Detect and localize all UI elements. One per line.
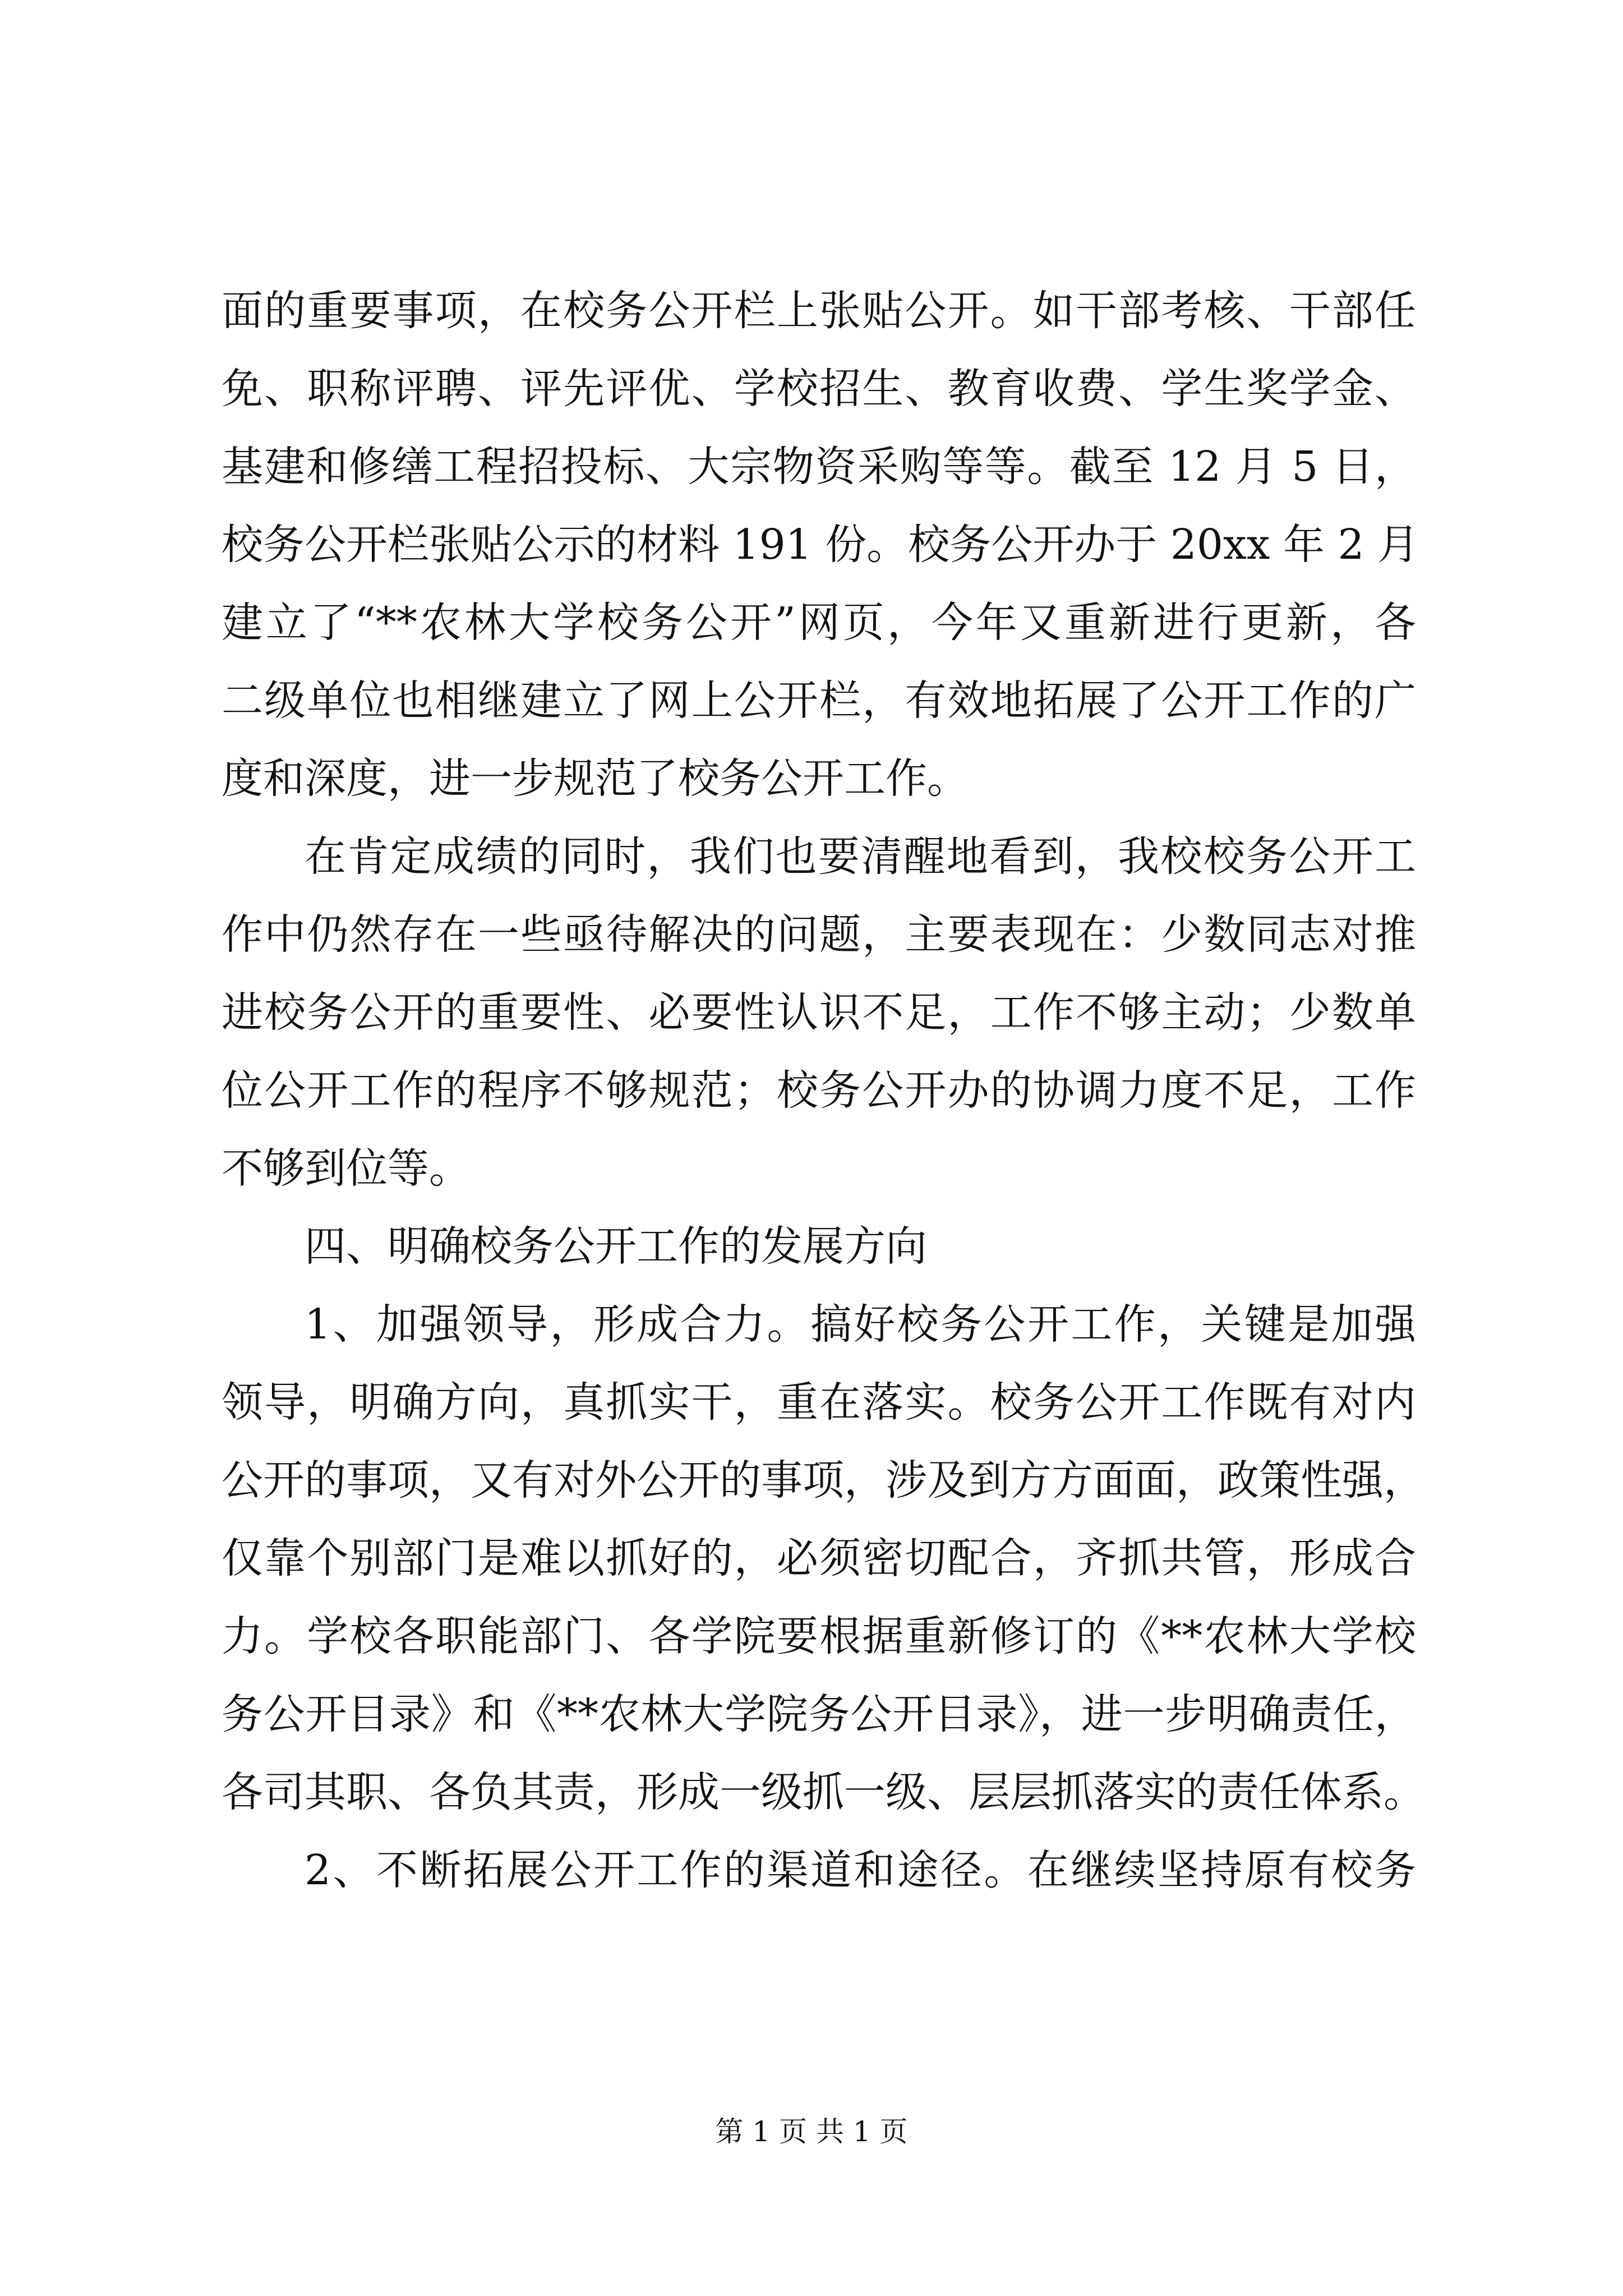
text-line: 建立了“**农林大学校务公开”网页，今年又重新进行更新，各 xyxy=(222,599,1416,647)
text-line: 位公开工作的程序不够规范；校务公开办的协调力度不足，工作 xyxy=(222,1066,1416,1115)
paragraph-first-line: 2、不断拓展公开工作的渠道和途径。在继续坚持原有校务 xyxy=(305,1846,1416,1894)
text-line: 面的重要事项，在校务公开栏上张贴公开。如干部考核、干部任 xyxy=(222,287,1416,335)
paragraph-first-line: 1、加强领导，形成合力。搞好校务公开工作，关键是加强 xyxy=(305,1300,1416,1349)
page-number-label: 第 1 页 共 1 页 xyxy=(715,2115,908,2148)
paragraph-first-line: 在肯定成绩的同时，我们也要清醒地看到，我校校务公开工 xyxy=(305,832,1416,881)
text-line: 基建和修缮工程招投标、大宗物资采购等等。截至 12 月 5 日， xyxy=(222,443,1416,491)
text-line: 进校务公开的重要性、必要性认识不足，工作不够主动；少数单 xyxy=(222,988,1416,1037)
page-footer xyxy=(0,2109,1623,2150)
text-line: 各司其职、各负其责，形成一级抓一级、层层抓落实的责任体系。 xyxy=(222,1768,1425,1816)
body-text xyxy=(222,272,1425,1910)
text-line: 作中仍然存在一些亟待解决的问题，主要表现在：少数同志对推 xyxy=(222,910,1416,959)
text-line: 力。学校各职能部门、各学院要根据重新修订的《**农林大学校 xyxy=(222,1612,1416,1660)
text-line: 领导，明确方向，真抓实干，重在落实。校务公开工作既有对内 xyxy=(222,1378,1416,1427)
text-line: 二级单位也相继建立了网上公开栏，有效地拓展了公开工作的广 xyxy=(222,677,1416,725)
text-line: 校务公开栏张贴公示的材料 191 份。校务公开办于 20xx 年 2 月 xyxy=(222,521,1419,569)
text-line: 度和深度，进一步规范了校务公开工作。 xyxy=(222,754,969,803)
text-line: 不够到位等。 xyxy=(222,1144,471,1193)
text-line: 仅靠个别部门是难以抓好的，必须密切配合，齐抓共管，形成合 xyxy=(222,1534,1416,1582)
text-line: 务公开目录》和《**农林大学院务公开目录》，进一步明确责任， xyxy=(222,1690,1416,1738)
section-heading: 四、明确校务公开工作的发展方向 xyxy=(305,1222,927,1271)
text-line: 公开的事项，又有对外公开的事项，涉及到方方面面，政策性强， xyxy=(222,1456,1425,1504)
text-line: 免、职称评聘、评先评优、学校招生、教育收费、学生奖学金、 xyxy=(222,365,1416,413)
